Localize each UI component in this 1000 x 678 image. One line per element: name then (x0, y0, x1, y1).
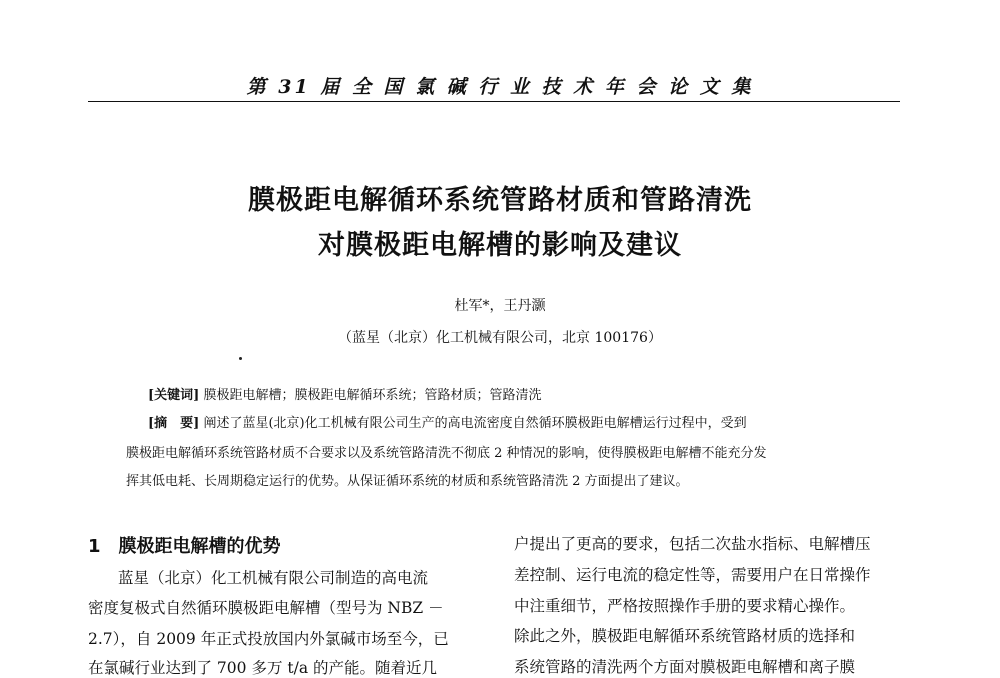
paper-title-line-2: 对膜极距电解槽的影响及建议 (318, 230, 682, 261)
left-column-line: 在氯碱行业达到了 700 多万 t/a 的产能。随着近几 (88, 659, 437, 677)
section-heading: 1 膜极距电解槽的优势 (88, 536, 281, 557)
summary-line-2: 膜极距电解循环系统管路材质不合要求以及系统管路清洗不彻底 2 种情况的影响，使得膜极距电解槽不能充分发 (126, 446, 767, 461)
summary-text-1: 阐述了蓝星(北京)化工机械有限公司生产的高电流密度自然循环膜极距电解槽运行过程中，受到 (203, 416, 747, 431)
summary-line-1 (148, 412, 908, 431)
paper-title-line-1: 膜极距电解循环系统管路材质和管路清洗 (248, 185, 752, 216)
keywords (148, 384, 908, 403)
summary-label: [摘 要] (148, 416, 200, 431)
affiliation: （蓝星（北京）化工机械有限公司，北京 100176） (338, 330, 662, 346)
right-column-line: 除此之外，膜极距电解循环系统管路材质的选择和 (514, 627, 856, 645)
left-column-line: 2.7），自 2009 年正式投放国内外氯碱市场至今，已 (88, 630, 449, 648)
summary-line-3: 挥其低电耗、长周期稳定运行的优势。从保证循环系统的材质和系统管路清洗 2 方面提出了建议。 (126, 474, 689, 489)
left-column-line: 蓝星（北京）化工机械有限公司制造的高电流 (118, 569, 429, 587)
header-rule (88, 101, 900, 102)
running-head: 第 31 届 全 国 氯 碱 行 业 技 术 年 会 论 文 集 (246, 76, 754, 98)
keywords-text: 膜极距电解槽；膜极距电解循环系统；管路材质；管路清洗 (203, 388, 542, 403)
stray-dot-mark (239, 357, 242, 360)
left-column-line: 密度复极式自然循环膜极距电解槽（型号为 NBZ － (88, 599, 444, 617)
right-column-line: 系统管路的清洗两个方面对膜极距电解槽和离子膜 (514, 658, 856, 676)
right-column-line: 中注重细节，严格按照操作手册的要求精心操作。 (514, 597, 856, 615)
authors: 杜军*，王丹灏 (454, 298, 546, 314)
keywords-label: [关键词] (148, 388, 200, 403)
right-column-line: 户提出了更高的要求，包括二次盐水指标、电解槽压 (514, 535, 871, 553)
right-column-line: 差控制、运行电流的稳定性等，需要用户在日常操作 (514, 566, 871, 584)
